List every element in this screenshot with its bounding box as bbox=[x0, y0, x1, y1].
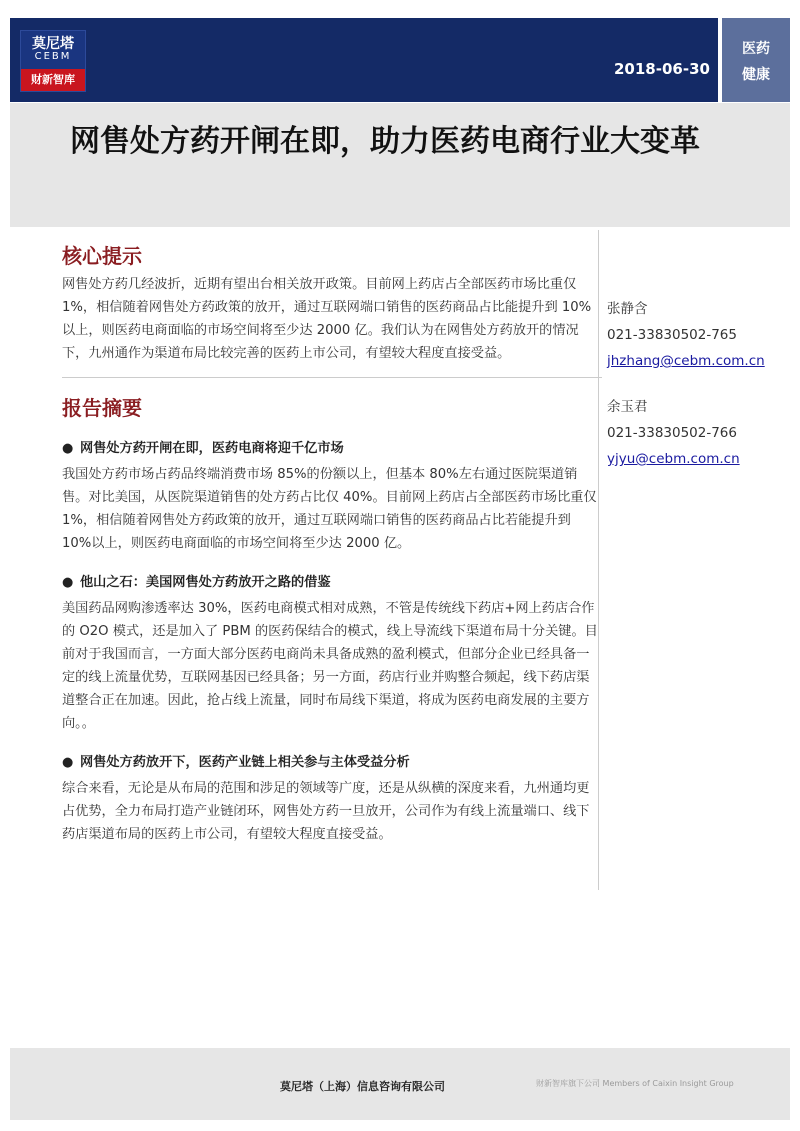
page-footer bbox=[10, 1048, 790, 1120]
summary-item-text: 我国处方药市场占药品终端消费市场 85%的份额以上，但基本 80%左右通过医院渠道销售。对比美国，从医院渠道销售的处方药占比仅 40%。目前网上药店占全部医药市场比重仅 1%，相信随着网售处方药政策的放开，通过互联网端口销售的医药商品占比若能提升到 10%以上，则医药电商面临的市场空间将至少达 2000 亿。 bbox=[62, 467, 597, 551]
main-column bbox=[62, 240, 602, 846]
analyst-name: 张静含 bbox=[607, 301, 648, 317]
summary-item-title: ● 他山之石：美国网售处方药放开之路的借鉴 bbox=[62, 573, 602, 593]
summary-item-3 bbox=[62, 753, 602, 846]
analyst-email-link[interactable]: yjyu@cebm.com.cn bbox=[607, 451, 740, 467]
footer-company: 莫尼塔（上海）信息咨询有限公司 bbox=[280, 1080, 445, 1093]
bullet-icon: ● bbox=[62, 755, 74, 770]
summary-item-2 bbox=[62, 573, 602, 735]
title-band bbox=[10, 103, 790, 227]
report-title: 网售处方药开闸在即，助力医药电商行业大变革 bbox=[70, 124, 700, 159]
report-date: 2018-06-30 bbox=[614, 60, 710, 78]
analyst-phone: 021-33830502-765 bbox=[607, 327, 737, 343]
sector-line-1: 医药 bbox=[742, 41, 770, 57]
logo-text-mid: CEBM bbox=[34, 51, 72, 62]
report-header bbox=[10, 18, 790, 102]
footer-group: 财新智库旗下公司 Members of Caixin Insight Group bbox=[536, 1079, 734, 1088]
section-divider bbox=[62, 377, 602, 378]
sector-tag bbox=[722, 18, 790, 102]
summary-item-title: ● 网售处方药放开下，医药产业链上相关参与主体受益分析 bbox=[62, 753, 602, 773]
summary-heading: 报告摘要 bbox=[62, 396, 142, 420]
core-heading: 核心提示 bbox=[62, 244, 142, 268]
summary-item-text: 综合来看，无论是从布局的范围和涉足的领域等广度，还是从纵横的深度来看，九州通均更占优势，全力布局打造产业链闭环，网售处方药一旦放开，公司作为有线上流量端口、线下药店渠道布局的医药上市公司，有望较大程度直接受益。 bbox=[62, 781, 590, 842]
bullet-icon: ● bbox=[62, 441, 74, 456]
logo-text-top: 莫尼塔 bbox=[32, 36, 74, 52]
analyst-phone: 021-33830502-766 bbox=[607, 425, 737, 441]
bullet-icon: ● bbox=[62, 575, 74, 590]
header-band bbox=[10, 18, 718, 102]
analyst-sidebar bbox=[607, 296, 787, 472]
company-logo bbox=[20, 30, 86, 92]
core-text: 网售处方药几经波折，近期有望出台相关放开政策。目前网上药店占全部医药市场比重仅 1%，相信随着网售处方药政策的放开，通过互联网端口销售的医药商品占比能提升到 10%以上，则医药电商面临的市场空间将至少达 2000 亿。我们认为在网售处方药放开的情况下，九州通作为渠道布局比较完善的医药上市公司，有望较大程度直接受益。 bbox=[62, 277, 592, 361]
sector-line-2: 健康 bbox=[742, 67, 770, 83]
summary-item-title: ● 网售处方药开闸在即，医药电商将迎千亿市场 bbox=[62, 439, 602, 459]
logo-text-bottom: 财新智库 bbox=[21, 69, 85, 91]
analyst-name: 余玉君 bbox=[607, 399, 648, 415]
summary-item-1 bbox=[62, 439, 602, 555]
analyst-email-link[interactable]: jhzhang@cebm.com.cn bbox=[607, 353, 765, 369]
summary-item-text: 美国药品网购渗透率达 30%，医药电商模式相对成熟，不管是传统线下药店+网上药店合作的 O2O 模式，还是加入了 PBM 的医药保结合的模式，线上导流线下渠道布局十分关键。目前对于我国而言，一方面大部分医药电商尚未具备成熟的盈利模式，但部分企业已经具备一定的线上流量优势，互联网基因已经具备；另一方面，药店行业并购整合频起，线下药店渠道整合正在加速。因此，抢占线上流量，同时布局线下渠道，将成为医药电商发展的主要方向。。 bbox=[62, 601, 598, 731]
